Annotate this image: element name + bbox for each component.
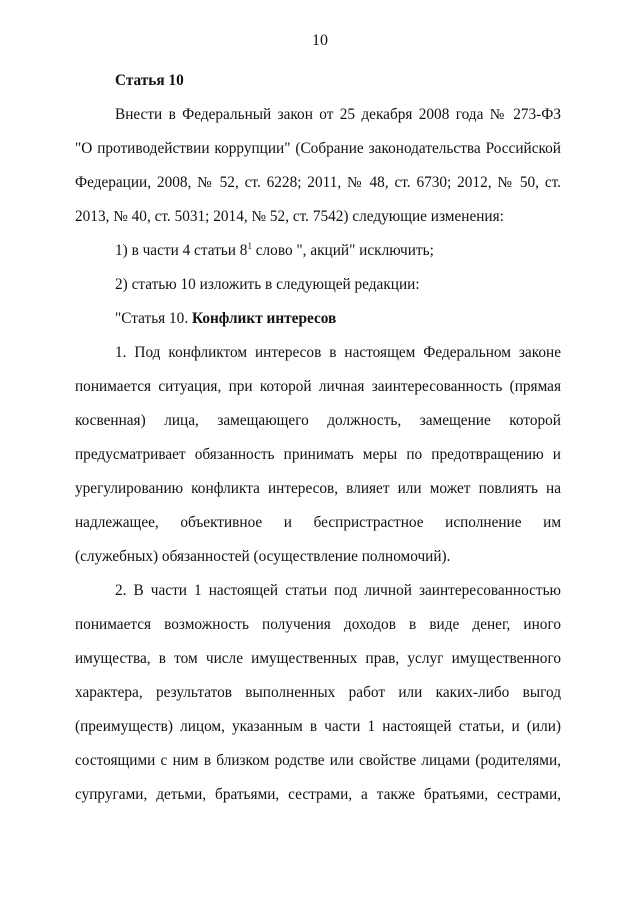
change-item-1 xyxy=(75,234,561,268)
superscript: 1 xyxy=(247,241,252,251)
new-article-heading xyxy=(75,302,561,336)
paragraph-1-line: 1. Под конфликтом интересов в настоящем Федеральном законе xyxy=(115,344,561,361)
paragraph-2-line: супругами, детьми, братьями, сестрами, а также братьями, сестрами, xyxy=(75,786,561,803)
paragraph-1-line: косвенная) лица, замещающего должность, замещение которой xyxy=(75,412,561,429)
intro-line: 2013, № 40, ст. 5031; 2014, № 52, ст. 7542) следующие изменения: xyxy=(75,208,504,225)
intro-line: Внести в Федеральный закон от 25 декабря 2008 года № 273-ФЗ xyxy=(115,106,561,123)
paragraph-2-line: понимается возможность получения доходов в виде денег, иного xyxy=(75,616,561,633)
paragraph-2-line: характера, результатов выполненных работ или каких-либо выгод xyxy=(75,684,561,701)
paragraph-2-line: состоящими с ним в близком родстве или свойстве лицами (родителями, xyxy=(75,752,561,769)
change-item-1-rest: слово ", акций" исключить; xyxy=(251,242,434,259)
article-heading: Статья 10 xyxy=(115,72,184,89)
change-item-2: 2) статью 10 изложить в следующей редакции: xyxy=(115,276,420,293)
paragraph-2-line: (преимуществ) лицом, указанным в части 1 настоящей статьи, и (или) xyxy=(75,718,561,735)
new-article-title: Конфликт интересов xyxy=(191,310,337,327)
intro-line: "О противодействии коррупции" (Собрание законодательства Российской xyxy=(75,140,561,157)
paragraph-1-line: (служебных) обязанностей (осуществление полномочий). xyxy=(75,548,451,565)
paragraph-1-line: предусматривает обязанность принимать меры по предотвращению и xyxy=(75,446,561,463)
page-number: 10 xyxy=(312,32,328,49)
change-item-1-text: 1) в части 4 статьи 8 xyxy=(115,242,248,259)
paragraph-1-line: надлежащее, объективное и беспристрастное исполнение им xyxy=(75,514,561,531)
paragraph-2-line: 2. В части 1 настоящей статьи под личной заинтересованностью xyxy=(115,582,561,599)
paragraph-2-line: имущества, в том числе имущественных прав, услуг имущественного xyxy=(75,650,561,667)
paragraph-1-line: понимается ситуация, при которой личная заинтересованность (прямая xyxy=(75,378,561,395)
intro-line: Федерации, 2008, № 52, ст. 6228; 2011, № 48, ст. 6730; 2012, № 50, ст. xyxy=(75,174,561,191)
document-body xyxy=(75,64,561,812)
new-article-prefix: "Статья 10. xyxy=(115,310,192,327)
paragraph-1-line: урегулированию конфликта интересов, влияет или может повлиять на xyxy=(75,480,561,497)
